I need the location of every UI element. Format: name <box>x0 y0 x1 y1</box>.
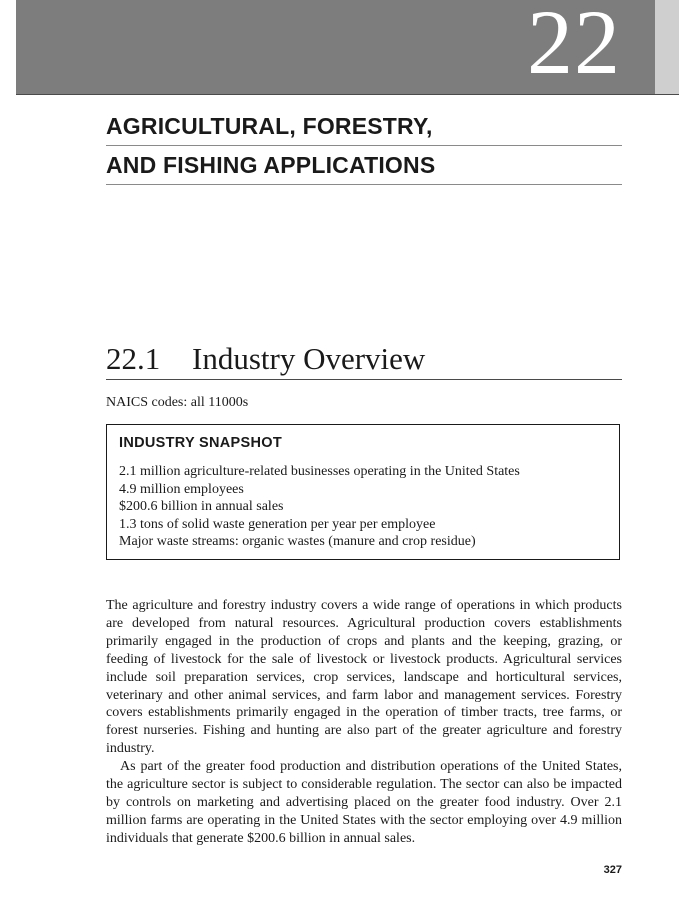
section-number: 22.1 <box>106 341 161 376</box>
chapter-number: 22 <box>527 0 621 93</box>
naics-codes: NAICS codes: all 11000s <box>106 395 249 410</box>
snapshot-item: Major waste streams: organic wastes (manure and crop residue) <box>119 534 476 549</box>
chapter-header-edge <box>655 0 679 94</box>
snapshot-item: 2.1 million agriculture-related businesses operating in the United States <box>119 464 520 479</box>
body-paragraph: As part of the greater food production and distribution operations of the United States, the agriculture sector is subject to considerable regulation. The sector can also be impacted by controls on marketing and advertising placed on the greater food industry. Over 2.1 million farms are operating in the United States with the sector employing over 4.9 million individuals that generate $200.6 billion in annual sales. <box>106 759 622 846</box>
chapter-header-rule <box>16 94 679 95</box>
body-paragraph: The agriculture and forestry industry covers a wide range of operations in which products are developed from natural resources. Agricultural production covers establishments primarily engaged in the production of crops and plants and the keeping, grazing, or feeding of livestock for the sale of livestock or livestock products. Agricultural services include soil preparation services, crop services, landscape and horticultural services, veterinary and other animal services, and farm labor and management services. Forestry covers establishments primarily engaged in the operation of timber tracts, tree farms, or forest nurseries. Fishing and hunting are also part of the greater agriculture and forestry industry. <box>106 598 622 757</box>
snapshot-item: 1.3 tons of solid waste generation per year per employee <box>119 516 436 532</box>
section-heading <box>106 341 622 380</box>
chapter-title-line-2: AND FISHING APPLICATIONS <box>106 152 622 185</box>
page-number: 327 <box>603 864 622 876</box>
industry-snapshot-box <box>106 424 620 560</box>
body-text <box>106 597 622 848</box>
snapshot-item: $200.6 billion in annual sales <box>119 499 284 514</box>
snapshot-item: 4.9 million employees <box>119 481 244 497</box>
snapshot-list <box>119 463 520 551</box>
chapter-title-line-1: AGRICULTURAL, FORESTRY, <box>106 113 622 146</box>
snapshot-title: INDUSTRY SNAPSHOT <box>119 435 283 451</box>
chapter-header-bar <box>16 0 679 94</box>
section-title: Industry Overview <box>192 341 426 376</box>
